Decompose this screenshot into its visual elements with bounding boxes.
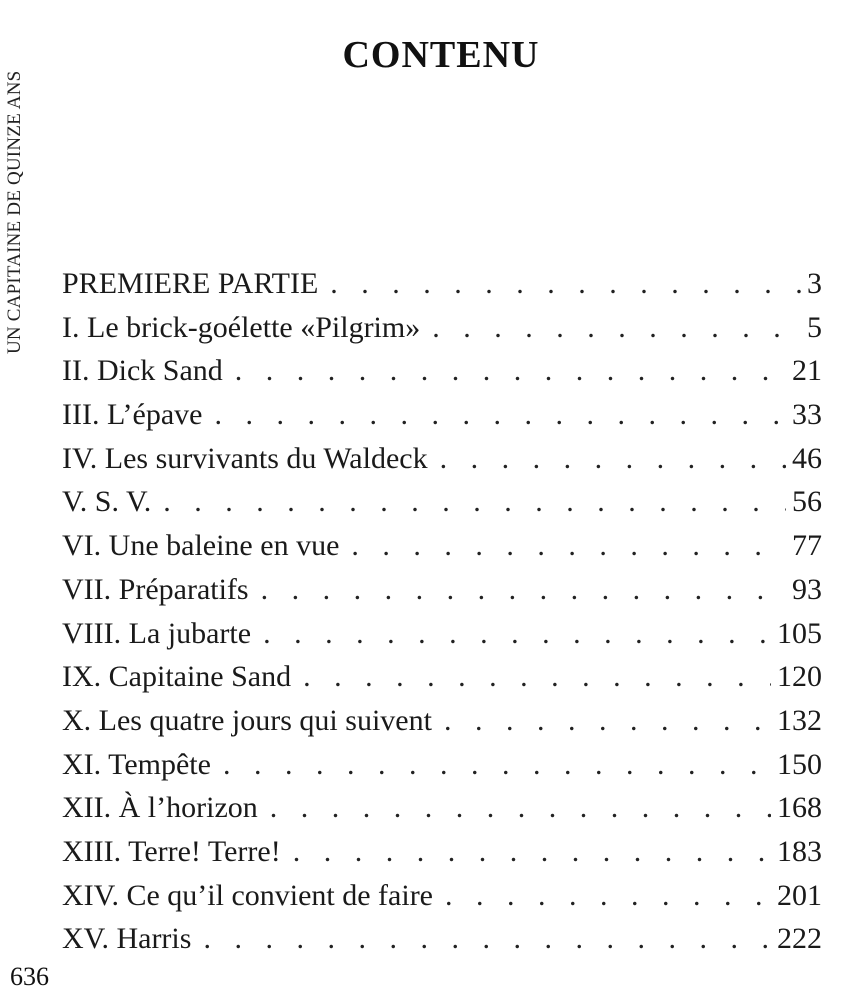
toc-entry-page: 120	[777, 660, 822, 694]
table-of-contents	[62, 262, 822, 961]
dot-leader	[214, 393, 786, 437]
dot-leader	[351, 524, 786, 568]
dot-leader	[163, 480, 786, 524]
dot-leader	[263, 612, 771, 656]
toc-entry-page: 21	[792, 354, 822, 388]
toc-entry-label: II. Dick Sand	[62, 354, 223, 388]
toc-entry-chapter-3	[62, 393, 822, 437]
running-head: UN CAPITAINE DE QUINZE ANS	[4, 70, 25, 354]
toc-entry-page: 3	[807, 267, 822, 300]
toc-entry-chapter-14	[62, 874, 822, 918]
toc-entry-chapter-11	[62, 743, 822, 787]
dot-leader	[203, 917, 771, 961]
toc-entry-label: IX. Capitaine Sand	[62, 660, 292, 694]
page-title: CONTENU	[342, 34, 540, 77]
toc-entry-label: PREMIERE PARTIE	[62, 267, 319, 300]
dot-leader	[223, 743, 771, 787]
toc-entry-chapter-1	[62, 306, 822, 350]
toc-entry-page: 5	[807, 310, 822, 344]
toc-entry-page: 33	[792, 398, 822, 432]
dot-leader	[444, 699, 771, 743]
toc-entry-page: 201	[777, 878, 822, 912]
toc-entry-label: VIII. La jubarte	[62, 616, 252, 650]
toc-entry-page: 183	[777, 834, 822, 868]
toc-entry-chapter-15	[62, 917, 822, 961]
toc-entry-chapter-6	[62, 524, 822, 568]
toc-entry-chapter-13	[62, 830, 822, 874]
dot-leader	[270, 786, 771, 830]
toc-entry-page: 46	[792, 441, 822, 475]
toc-entry-chapter-4	[62, 437, 822, 481]
dot-leader	[445, 874, 771, 918]
dot-leader	[440, 437, 786, 481]
dot-leader	[303, 655, 771, 699]
toc-entry-label: I. Le brick-goélette «Pilgrim»	[62, 310, 421, 344]
toc-entry-label: III. L’épave	[62, 398, 203, 432]
toc-entry-page: 77	[792, 529, 822, 563]
dot-leader	[432, 306, 801, 350]
toc-entry-label: VI. Une baleine en vue	[62, 529, 340, 563]
toc-entry-chapter-9	[62, 655, 822, 699]
toc-entry-label: XIV. Ce qu’il convient de faire	[62, 878, 434, 912]
toc-entry-page: 150	[777, 747, 822, 781]
toc-entry-label: X. Les quatre jours qui suivent	[62, 703, 432, 737]
toc-entry-page: 222	[777, 922, 822, 956]
toc-entry-chapter-7	[62, 568, 822, 612]
dot-leader	[293, 830, 771, 874]
toc-entry-page: 56	[792, 485, 822, 519]
toc-entry-label: VII. Préparatifs	[62, 572, 249, 606]
toc-entry-chapter-8	[62, 612, 822, 656]
page-number: 636	[10, 962, 49, 991]
toc-entry-label: XI. Tempête	[62, 747, 211, 781]
toc-entry-part-1	[62, 262, 822, 306]
toc-entry-label: IV. Les survivants du Waldeck	[62, 441, 428, 475]
toc-entry-chapter-12	[62, 786, 822, 830]
dot-leader	[235, 349, 786, 393]
toc-entry-label: V. S. V.	[62, 485, 152, 519]
toc-entry-label: XIII. Terre! Terre!	[62, 834, 281, 868]
toc-entry-page: 105	[777, 616, 822, 650]
toc-entry-chapter-2	[62, 349, 822, 393]
toc-entry-page: 132	[777, 703, 822, 737]
toc-entry-label: XV. Harris	[62, 922, 192, 956]
toc-entry-page: 168	[777, 791, 822, 825]
toc-entry-page: 93	[792, 572, 822, 606]
toc-entry-label: XII. À l’horizon	[62, 791, 258, 825]
toc-entry-chapter-5	[62, 480, 822, 524]
dot-leader	[330, 262, 801, 306]
dot-leader	[261, 568, 786, 612]
toc-entry-chapter-10	[62, 699, 822, 743]
